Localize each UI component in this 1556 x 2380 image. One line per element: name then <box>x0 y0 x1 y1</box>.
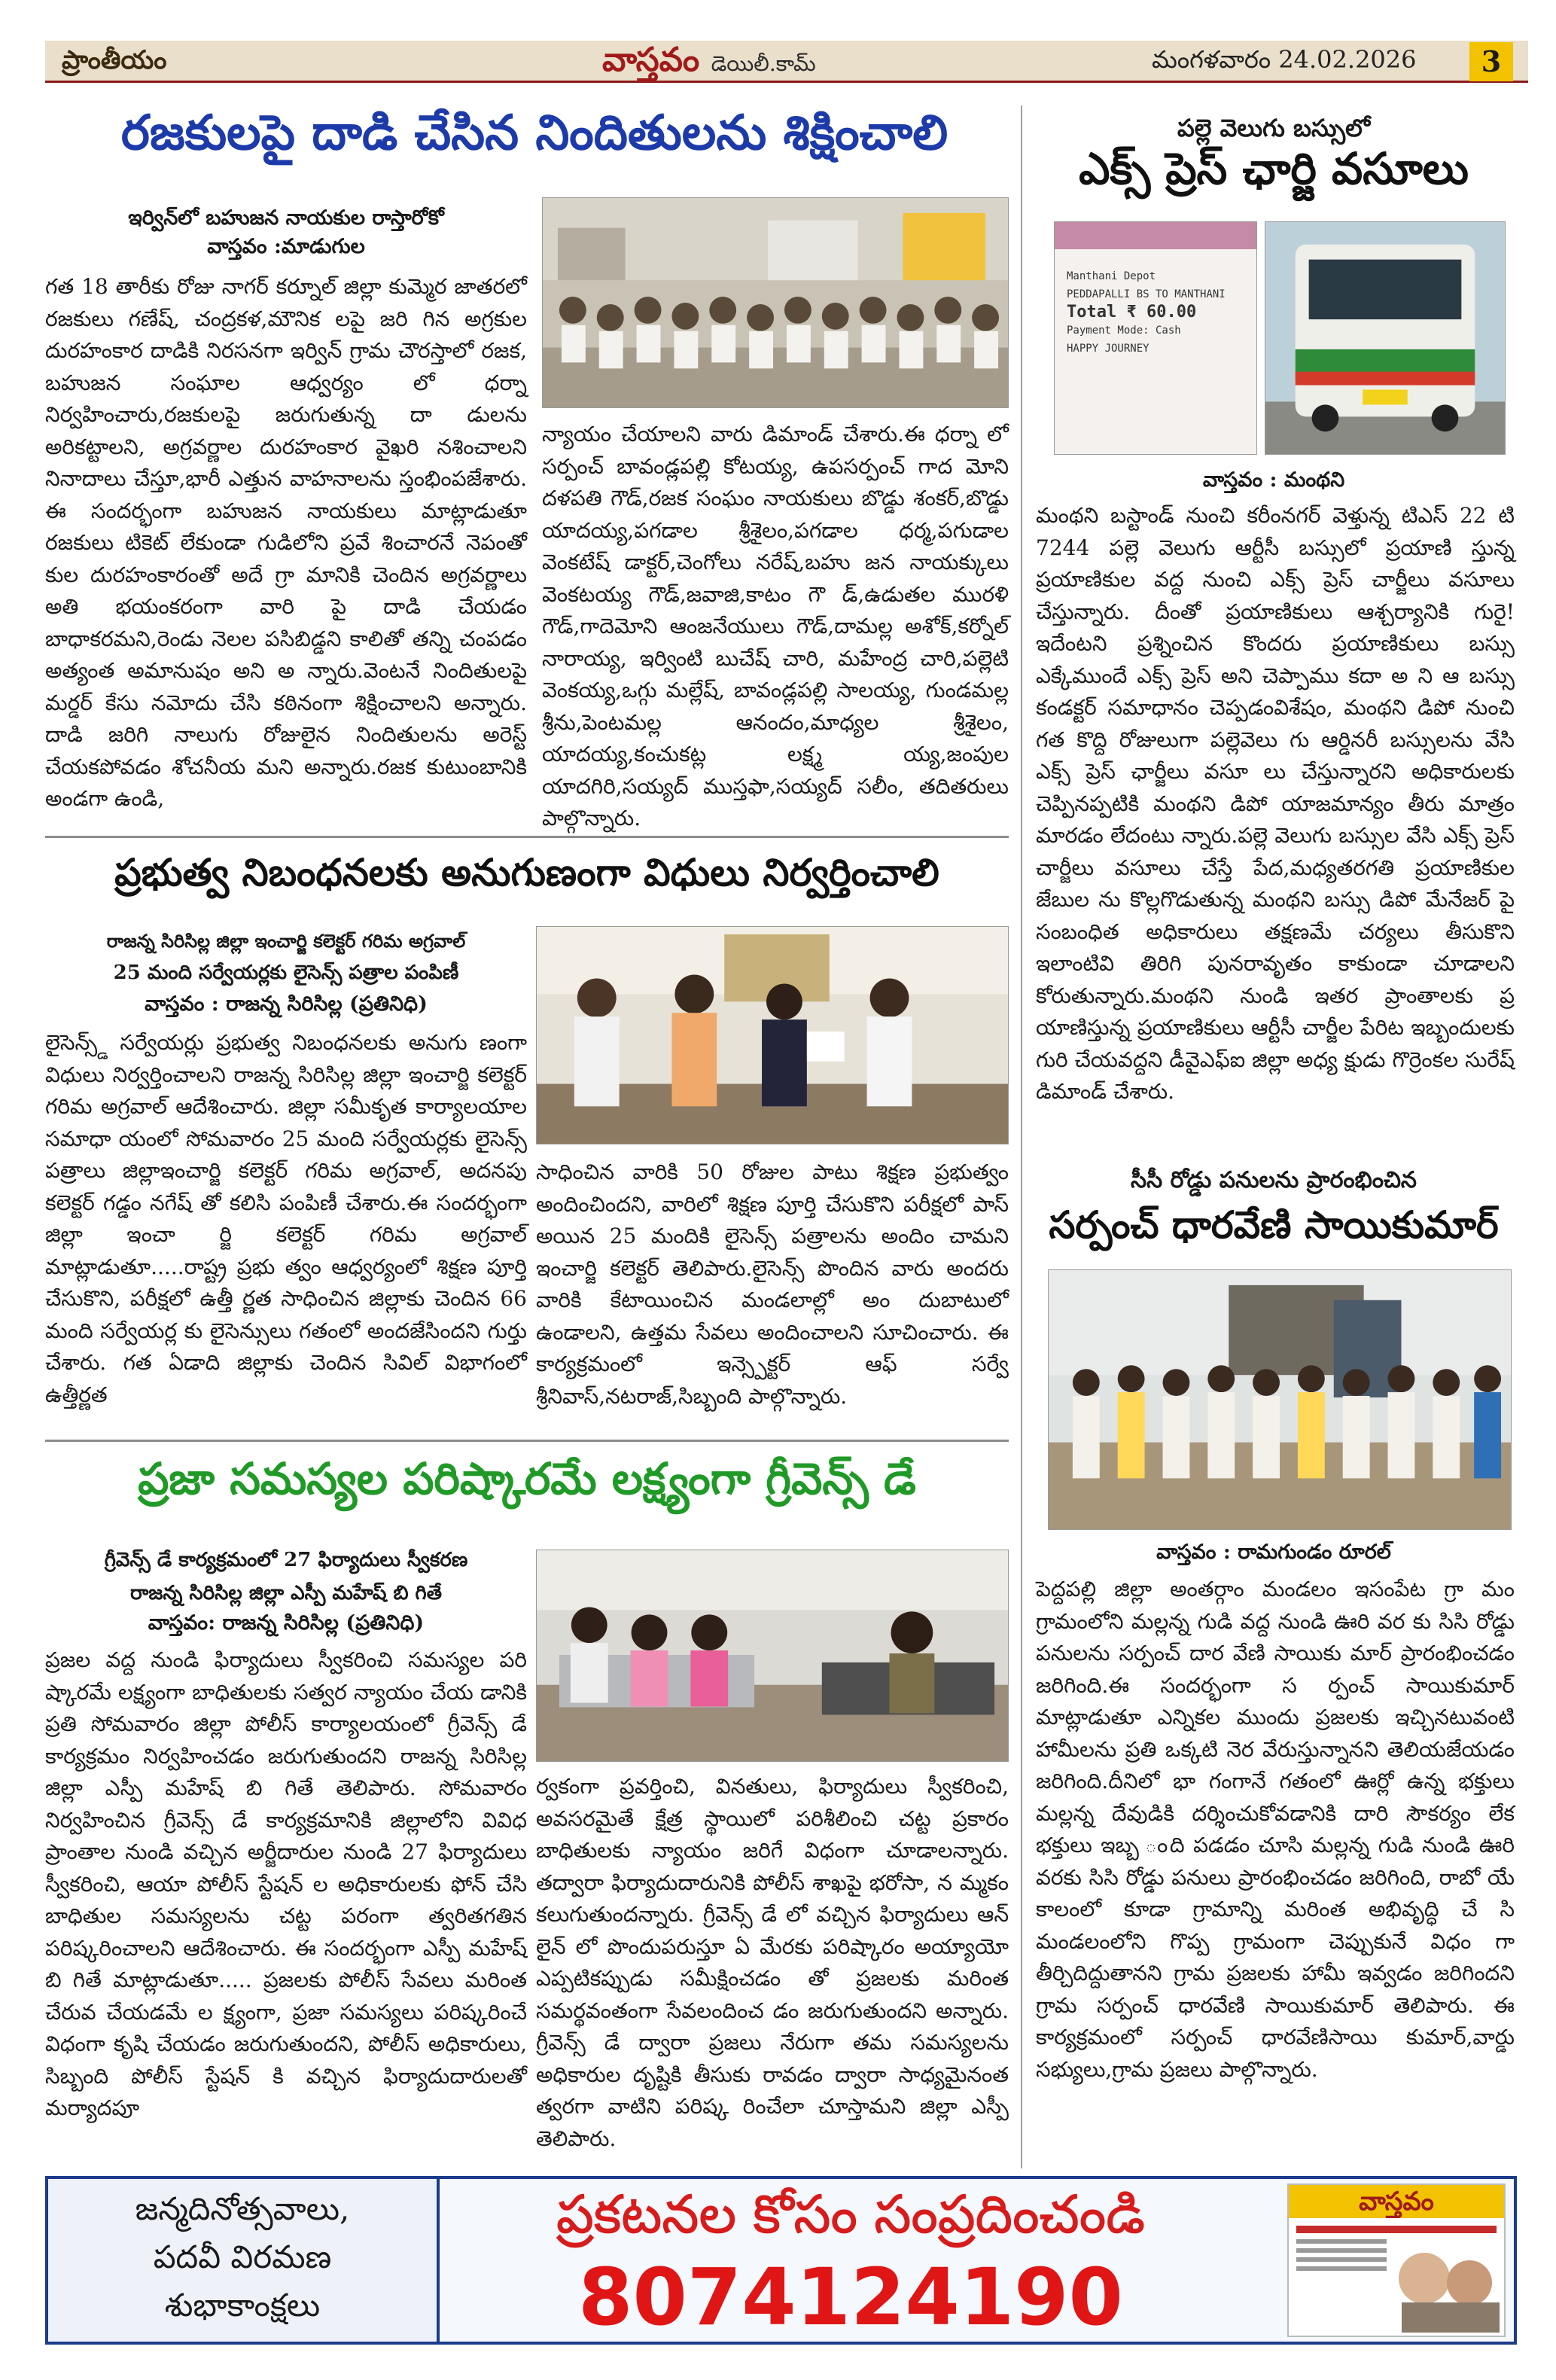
paper-masthead <box>602 41 816 87</box>
ticket-total: Total ₹ 60.00 <box>1067 303 1197 321</box>
article1-headline: రజకులపై దాడి చేసిన నిందితులను శిక్షించాలి <box>120 105 949 161</box>
article2-subhead1: రాజన్న సిరిసిల్ల జిల్లా ఇంచార్జి కలెక్టర్ గరిమ అగ్రవాల్ <box>106 930 466 952</box>
ad-thumb-title: వాస్తవం <box>1289 2185 1504 2218</box>
ticket-route: PEDDAPALLI BS TO MANTHANI <box>1067 288 1226 300</box>
ad-newspaper-thumbnail <box>1287 2183 1506 2337</box>
ad-left-line3: శుభాకాంక్షలు <box>164 2287 321 2324</box>
article2-photo <box>536 926 1009 1144</box>
bus-icon <box>1265 222 1505 454</box>
page-number: 3 <box>1469 42 1513 81</box>
article1-body-col2: న్యాయం చేయాలని వారు డిమాండ్ చేశారు.ఈ ధర్నా లో సర్పంచ్ బావండ్లపల్లి కోటయ్య, ఉపసర్పంచ్ గాద మోని దళపతి గౌడ్,రజక సంఘం నాయకులు బొడ్డు శంకర్,బొడ్డు యాదయ్య,పగడాల శ్రీశైలం,పగడాల ధర్మ,పగుడాల వెంకటేష్ డాక్టర్,చెంగోలు నరేష్,బహు జన నాయక్కులు వెంకటయ్య గౌడ్,జవాజి,కాటం గౌ డ్,ఉడుతల మురళి గౌడ్,గాదెమోని ఆంజనేయులు గౌడ్,దామల్ల అశోక్,కర్నోల్ నారాయ్య, ఇర్వింటి బుచేష్ చారి, మహేంద్ర చారి,పల్లెటి వెంకయ్య,ఒగ్గు మల్లేష్, బావండ్లపల్లి సాలయ్య, గుండమల్ల శ్రీను,పెంటమల్ల ఆనందం,మాధ్యల శ్రీశైలం, యాదయ్య,కంచుకట్ల లక్ష్మ య్య,జంపుల యాదగిరి,సయ్యద్ ముస్తఫా,సయ్యద్ సలీం, తదితరులు పాల్గొన్నారు. <box>542 422 1009 830</box>
ticket-depot: Manthani Depot <box>1067 270 1156 282</box>
article1-photo <box>542 197 1009 408</box>
ad-title: ప్రకటనల కోసం సంప్రదించండి <box>556 2183 1146 2245</box>
grievance-meeting-photo-icon <box>537 1550 1008 1761</box>
article4-headline: ఎక్స్ ప్రెస్ ఛార్జి వసూలు <box>1079 143 1469 194</box>
article3-photo <box>536 1550 1009 1762</box>
divider <box>45 836 1009 838</box>
ad-left-panel <box>48 2179 440 2342</box>
bus-photo <box>1265 221 1506 455</box>
section-label: ప్రాంతీయం <box>62 45 167 75</box>
article4-dateline: వాస్తవం : మంథని <box>1202 468 1345 492</box>
article5-dateline: వాస్తవం : రామగుండం రూరల్ <box>1156 1540 1391 1564</box>
paper-suffix: డెయిలీ.కామ్ <box>711 51 816 76</box>
article2-headline: ప్రభుత్వ నిబంధనలకు అనుగుణంగా విధులు నిర్వర్తించాలి <box>114 851 939 894</box>
article2-body-col1: లైసెన్స్డ్ సర్వేయర్లు ప్రభుత్వ నిబంధనలకు అనుగు ణంగా విధులు నిర్వర్తించాలని రాజన్న సిరిసిల్ల జిల్లా ఇంచార్జి కలెక్టర్ గరిమ అగ్రవాల్ ఆదేశించారు. జిల్లా సమీకృత కార్యాలయాల సమాధా యంలో సోమవారం 25 మంది సర్వేయర్లకు లైసెన్స్ పత్రాలు జిల్లాఇంచార్జి కలెక్టర్ గరిమ అగ్రవాల్, అదనపు కలెక్టర్ గడ్డం నగేష్ తో కలిసి పంపిణీ చేశారు.ఈ సందర్భంగా జిల్లా ఇంచా ర్జి కలెక్టర్ గరిమ అగ్రవాల్ మాట్లాడుతూ.....రాష్ట్ర ప్రభు త్వం ఆధ్వర్యంలో శిక్షణ పూర్తి చేసుకొని, పరీక్షలో ఉత్తీ ర్ణత సాధించిన జిల్లాకు చెందిన 66 మంది సర్వేయర్ల కు లైసెన్సులు గతంలో అందజేసిందని గుర్తు చేశారు. గత ఏడాది జిల్లాకు చెందిన సివిల్ విభాగంలో ఉత్తీర్ణత <box>45 1030 527 1407</box>
newspaper-thumbnail-icon <box>1289 2218 1504 2336</box>
article3-dateline: వాస్తవం: రాజన్న సిరిసిల్ల (ప్రతినిధి) <box>148 1611 425 1635</box>
article5-body: పెద్దపల్లి జిల్లా అంతర్గాం మండలం ఇసంపేట గ్రా మం గ్రామంలోని మల్లన్న గుడి వద్ద నుండి ఊరి వర కు సిసి రోడ్డు పనులను సర్పంచ్ దార వేణి సాయికు మార్ ప్రారంభించడం జరిగింది.ఈ సందర్భంగా స ర్పంచ్ సాయికుమార్ మాట్లాడుతూ ఎన్నికల ముందు ప్రజలకు ఇచ్చినటువంటి హామీలను ప్రతి ఒక్కటి నెర వేరుస్తున్నానని తెలియజేయడం జరిగింది.దీనిలో భా గంగానే గతంలో ఊర్లో ఉన్న భక్తులు మల్లన్న దేవుడికి దర్శించుకోవడానికి దారి సౌకర్యం లేక భక్తులు ఇబ్బ ంది పడడం చూసి మల్లన్న గుడి నుండి ఊరి వరకు సిసి రోడ్డు పనులు ప్రారంభించడం జరిగింది, రాబో యే కాలంలో కూడా గ్రామాన్ని మరింత అభివృద్ధి చే సి మండలంలోని గొప్ప గ్రామంగా చెప్పుకునే విధం గా తీర్చిదిద్దుతానని గ్రామ ప్రజలకు హామీ ఇవ్వడం జరిగిందని గ్రామ సర్పంచ్ ధారవేణి సాయికుమార్ తెలిపారు. ఈ కార్యక్రమంలో సర్పంచ్ ధారవేణిసాయి కుమార్,వార్డు సభ్యులు,గ్రామ ప్రజలు పాల్గొన్నారు. <box>1036 1577 1515 2082</box>
ticket-footer: HAPPY JOURNEY <box>1067 343 1149 355</box>
road-inauguration-photo-icon <box>1049 1270 1511 1529</box>
ad-phone-number: 8074124190 <box>578 2251 1123 2343</box>
ad-left-line1: జన్మదినోత్సవాలు, <box>135 2190 350 2227</box>
article1-subhead: ఇర్విన్‌లో బహుజన నాయకుల రాస్తారోకో <box>128 206 444 230</box>
ticket-payment: Payment Mode: Cash <box>1067 325 1181 337</box>
article5-kicker: సీసీ రోడ్డు పనులను ప్రారంభించిన <box>1131 1167 1417 1193</box>
article3-subhead2: రాజన్న సిరిసిల్ల జిల్లా ఎస్పీ మహేష్ బి గితే <box>130 1582 442 1604</box>
paper-name: వాస్తవం <box>602 41 700 79</box>
column-divider <box>1021 105 1022 2168</box>
article1-body-col1: గత 18 తారీకు రోజు నాగర్ కర్నూల్ జిల్లా కుమ్మెర జాతరలో రజకులు గణేష్, చంద్రకళ,మౌనిక లపై జరి గిన అగ్రకుల దురహంకార దాడికి నిరసనగా ఇర్విన్ గ్రామ చౌరస్తాలో రజక, బహుజన సంఘాల ఆధ్వర్యం లో ధర్నా నిర్వహించారు,రజకులపై జరుగుతున్న దా డులను అరికట్టాలని, అగ్రవర్ణాల దురహంకార వైఖరి నశించాలని నినాదాలు చేస్తూ,భారీ ఎత్తున వాహనాలను స్తంభింపజేశారు. ఈ సందర్భంగా బహుజన నాయకులు మాట్లాడుతూ రజకులు టికెట్ లేకుండా గుడిలోని ప్రవే శించారనే నెపంతో కుల దురహంకారంతో అదే గ్రా మానికి చెందిన అగ్రవర్ణాలు అతి భయంకరంగా వారి పై దాడి చేయడం బాధాకరమని,రెండు నెలల పసిబిడ్డని కాలితో తన్ని చంపడం అత్యంత అమానుషం అని అ న్నారు.వెంటనే నిందితులపై మర్డర్ కేసు నమోదు చేసి కఠినంగా శిక్షించాలని అన్నారు. దాడి జరిగి నాలుగు రోజులైన నిందితులను అరెస్ట్ చేయకపోవడం శోచనీయ మని అన్నారు.రజక కుటుంబానికి అండగా ఉండి, <box>45 274 527 811</box>
protest-photo-icon <box>543 198 1008 407</box>
article3-body-col1: ప్రజల వద్ద నుండి ఫిర్యాదులు స్వీకరించి సమస్యల పరి ష్కారమే లక్ష్యంగా బాధితులకు సత్వర న్యాయం చేయ డానికి ప్రతి సోమవారం జిల్లా పోలీస్ కార్యాలయంలో గ్రీవెన్స్ డే కార్యక్రమం నిర్వహించడం జరుగుతుందని రాజన్న సిరిసిల్ల జిల్లా ఎస్పీ మహేష్ బి గితే తెలిపారు. సోమవారం నిర్వహించిన గ్రీవెన్స్ డే కార్యక్రమానికి జిల్లాలోని వివిధ ప్రాంతాల నుండి వచ్చిన అర్జీదారుల నుండి 27 ఫిర్యాదులు స్వీకరించి, ఆయా పోలీస్ స్టేషన్ ల అధికారులకు ఫోన్ చేసి బాధితుల సమస్యలను చట్ట పరంగా త్వరితగతిన పరిష్కరించాలని ఆదేశించారు. ఈ సందర్భంగా ఎస్పీ మహేష్ బి గితే మాట్లాడుతూ..... ప్రజలకు పోలీస్ సేవలు మరింత చేరువ చేయడమే ల క్ష్యంగా, ప్రజా సమస్యలు పరిష్కరించే విధంగా కృషి చేయడం జరుగుతుందని, పోలీస్ అధికారులు, సిబ్బంది పోలీస్ స్టేషన్ కి వచ్చిన ఫిర్యాదుదారులతో మర్యాదపూ <box>45 1647 527 2120</box>
article2-dateline: వాస్తవం : రాజన్న సిరిసిల్ల (ప్రతినిధి) <box>145 992 428 1016</box>
license-handover-photo-icon <box>537 927 1008 1144</box>
article4-body: మంథని బస్టాండ్ నుంచి కరీంనగర్ వెళ్తున్న టిఎస్ 22 టి 7244 పల్లె వెలుగు ఆర్టీసీ బస్సులో ప్రయాణి స్తున్న ప్రయాణికుల వద్ద నుంచి ఎక్స్ ప్రెస్ చార్జీలు వసూలు చేస్తున్నారు. దీంతో ప్రయాణికులు ఆశ్చర్యానికి గురై! ఇదేంటని ప్రశ్నించిన కొందరు ప్రయాణికులు బస్సు ఎక్కేముందే ఎక్స్ ప్రెస్ అని చెప్పాము కదా అ ని ఆ బస్సు కండక్టర్ సమాధానం చెప్పడంవిశేషం, మంథని డిపో నుంచి గత కొద్ది రోజులుగా పల్లెవెలు గు ఆర్డినరీ బస్సులను వేసి ఎక్స్ ప్రెస్ ఛార్జీలు వసూ లు చేస్తున్నారని అధికారులకు చెప్పినప్పటికి మంథని డిపో యాజమాన్యం తీరు మాత్రం మారడం లేదంటు న్నారు.పల్లె వెలుగు బస్సుల వేసి ఎక్స్ ప్రెస్ చార్జీలు వసూలు చేస్తే పేద,మధ్యతరగతి ప్రయాణికుల జేబుల ను కొల్లగొడుతున్న మంథని బస్సు డిపో మేనేజర్ పై సంబంధిత అధికారులు తక్షణమే చర్యలు తీసుకొని ఇలాంటివి తిరిగి పునరావృతం కాకుండా చూడాలని కోరుతున్నారు.మంథని నుండి ఇతర ప్రాంతాలకు ప్ర యాణిస్తున్న ప్రయాణికులు ఆర్టీసీ చార్జీల పేరిట ఇబ్బందులకు గురి చేయవద్దని డీవైఎఫ్ఐ జిల్లా అధ్య క్షుడు గొర్రెంకల సురేష్ డిమాండ్ చేశారు. <box>1036 503 1515 1104</box>
article5-photo <box>1048 1269 1512 1530</box>
issue-date: మంగళవారం 24.02.2026 <box>1152 45 1417 74</box>
article3-headline: ప్రజా సమస్యల పరిష్కారమే లక్ష్యంగా గ్రీవెన్స్ డే <box>138 1453 916 1504</box>
article2-subhead2: 25 మంది సర్వేయర్లకు లైసెన్స్ పత్రాల పంపిణీ <box>113 961 459 984</box>
article1-dateline: వాస్తవం :మాడుగుల <box>207 235 365 258</box>
article5-headline: సర్పంచ్ ధారవేణి సాయికుమార్ <box>1049 1203 1499 1247</box>
article4-kicker: పల్లె వెలుగు బస్సులో <box>1177 114 1370 142</box>
article3-body-col2: ర్వకంగా ప్రవర్తించి, వినతులు, ఫిర్యాదులు స్వీకరించి, అవసరమైతే క్షేత్ర స్థాయిలో పరిశీలించి చట్ట ప్రకారం బాధితులకు న్యాయం జరిగే విధంగా చూడాలన్నారు. తద్వారా ఫిర్యాదుదారునికి పోలీస్ శాఖపై భరోసా, న మ్మకం కలుగుతుందన్నారు. గ్రీవెన్స్ డే లో వచ్చిన ఫిర్యాదులు ఆన్ లైన్ లో పొందుపరుస్తూ ఏ మేరకు పరిష్కారం అయ్యాయో ఎప్పటికప్పుడు సమీక్షించడం తో ప్రజలకు మరింత సమర్థవంతంగా సేవలందించ డం జరుగుతుందని అన్నారు. గ్రీవెన్స్ డే ద్వారా ప్రజలు నేరుగా తమ సమస్యలను అధికారుల దృష్టికి తీసుకు రావడం ద్వారా సాధ్యమైనంత త్వరగా వాటిని పరిష్క రించేలా చూస్తామని జిల్లా ఎస్పీ తెలిపారు. <box>536 1774 1009 2151</box>
bus-ticket-photo <box>1054 221 1257 455</box>
article2-body-col2: సాధించిన వారికి 50 రోజుల పాటు శిక్షణ ప్రభుత్వం అందించిందని, వారిలో శిక్షణ పూర్తి చేసుకొని పరీక్షలో పాస్ అయిన 25 మందికి లైసెన్స్ పత్రాలను అందిం చామని ఇంచార్జి కలెక్టర్ తెలిపారు.లైసెన్స్ పొందిన వారు అందరు వారికి కేటాయించిన మండలాల్లో అం దుబాటులో ఉండాలని, ఉత్తమ సేవలు అందించాలని సూచించారు. ఈ కార్యక్రమంలో ఇన్స్పెక్టర్ ఆఫ్ సర్వే శ్రీనివాస్,నటరాజ్,సిబ్బంది పాల్గొన్నారు. <box>536 1160 1009 1409</box>
article3-subhead1: గ్రీవెన్స్ డే కార్యక్రమంలో 27 ఫిర్యాదులు స్వీకరణ <box>104 1549 468 1571</box>
ad-left-line2: పదవీ విరమణ <box>153 2238 332 2275</box>
divider <box>45 1440 1009 1442</box>
